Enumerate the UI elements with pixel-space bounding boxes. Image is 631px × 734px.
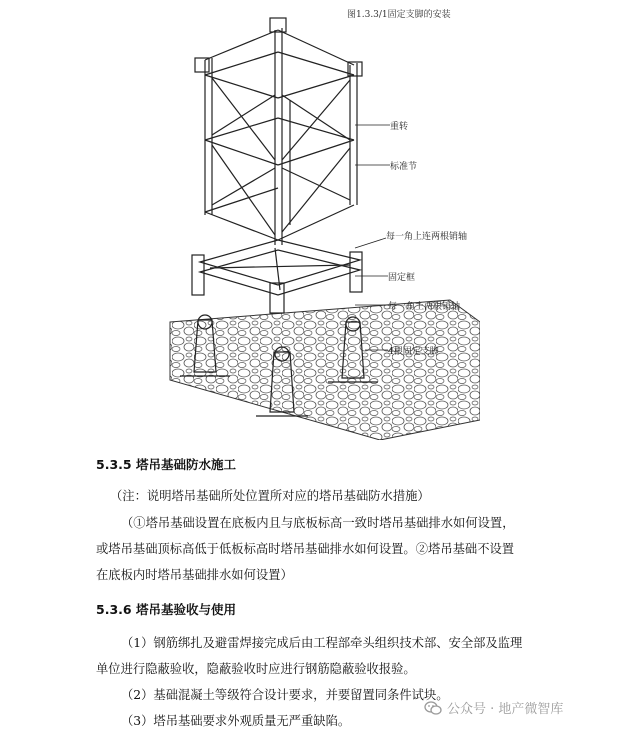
section-536-heading: 5.3.6 塔吊基验收与使用 xyxy=(96,602,236,617)
section-535-line-1: （①塔吊基础设置在底板内且与底板标高一致时塔吊基础排水如何设置， xyxy=(121,516,515,530)
section-535-note: （注：说明塔吊基础所处位置所对应的塔吊基础防水措施） xyxy=(110,489,430,503)
watermark-text: 公众号 · 地产微智库 xyxy=(447,702,564,717)
wechat-icon xyxy=(424,699,442,717)
section-535-line-2: 或塔吊基础顶标高低于低板标高时塔吊基础排水如何设置。②塔吊基础不设置 xyxy=(96,542,515,556)
section-535-heading: 5.3.5 塔吊基础防水施工 xyxy=(96,457,236,472)
callout-standard-section: 标准节 xyxy=(390,162,418,172)
installation-figure xyxy=(150,0,480,440)
crane-section-drawing xyxy=(150,0,480,440)
callout-fixed-frame: 固定框 xyxy=(388,273,416,283)
section-536-item-3: （3）塔吊基础要求外观质量无严重缺陷。 xyxy=(121,714,351,728)
callout-fixed-legs: 4根固定支脚 xyxy=(388,347,439,357)
section-535-line-3: 在底板内时塔吊基础排水如何设置） xyxy=(96,568,293,582)
figure-caption: 图1.3.3/1固定支脚的安装 xyxy=(347,10,451,20)
callout-counterweight: 重转 xyxy=(390,122,409,132)
standard-section-structure xyxy=(195,18,362,245)
section-536-item-1-cont: 单位进行隐蔽验收，隐蔽验收时应进行钢筋隐蔽验收报验。 xyxy=(96,662,416,676)
callout-pin-bottom: 每一角上两根销轴 xyxy=(388,302,461,312)
fixed-frame-structure xyxy=(192,240,362,313)
callout-pin-top: 每一角上连两根销轴 xyxy=(386,232,468,242)
gravel-ground xyxy=(170,300,480,440)
section-536-item-2: （2）基础混凝土等级符合设计要求，并要留置同条件试块。 xyxy=(121,688,449,702)
watermark xyxy=(424,698,563,717)
section-536-item-1: （1）钢筋绑扎及避雷焊接完成后由工程部牵头组织技术部、安全部及监理 xyxy=(121,636,523,650)
